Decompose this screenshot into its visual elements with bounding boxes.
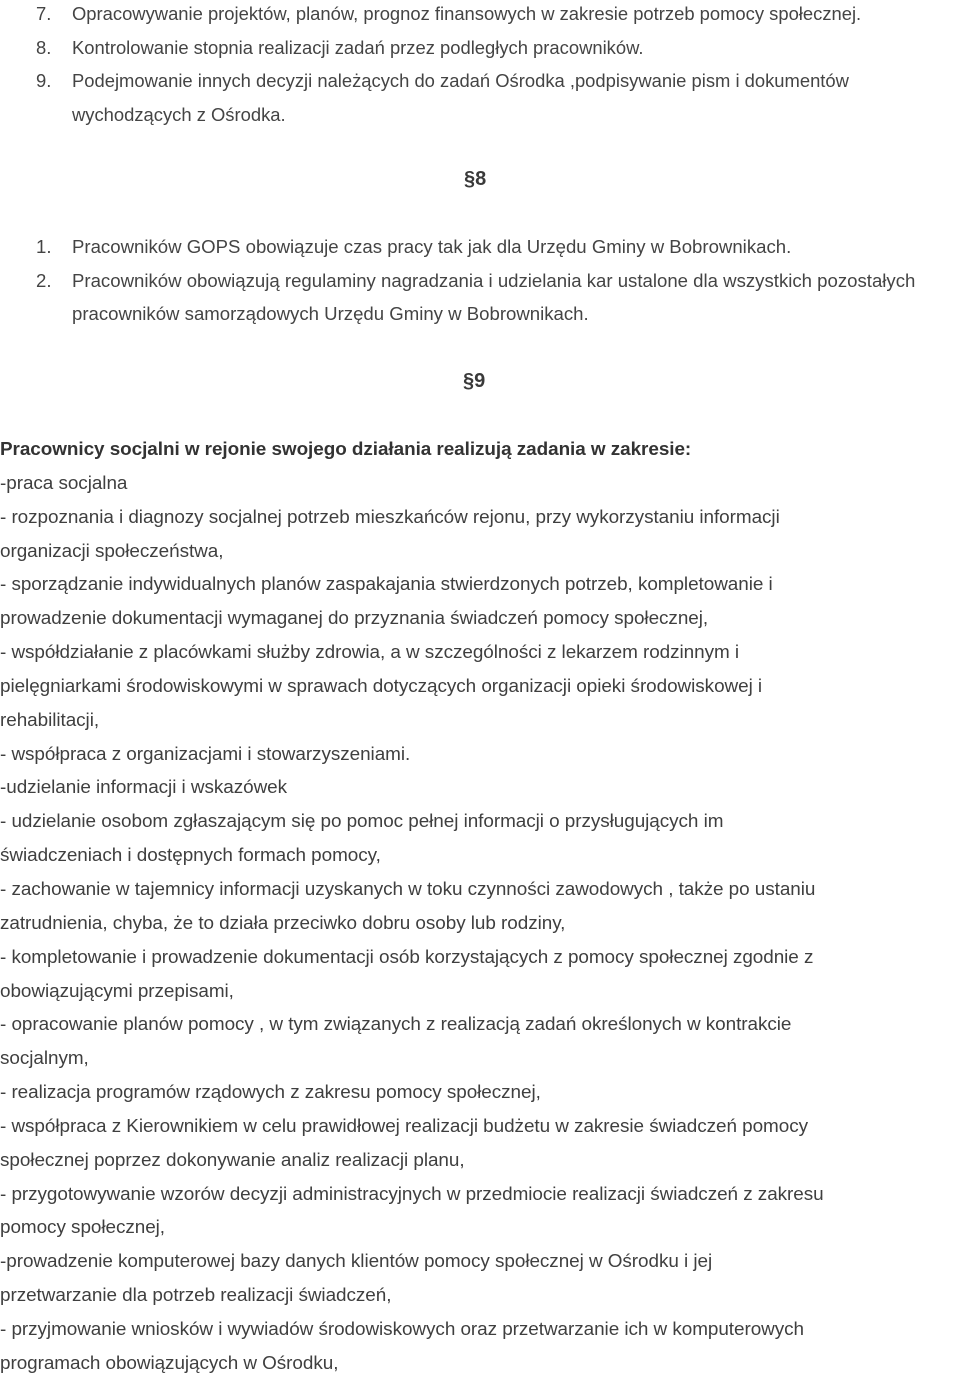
section-9-line: - przyjmowanie wniosków i wywiadów środowiskowych oraz przetwarzanie ich w komputerowych <box>0 1318 804 1340</box>
section-heading-8: §8 <box>464 168 487 190</box>
list-item-number: 2. <box>36 269 52 291</box>
list-item-number: 7. <box>36 3 52 24</box>
section-9-line: rehabilitacji, <box>0 709 100 731</box>
section-9-line: społecznej poprzez dokonywanie analiz realizacji planu, <box>0 1149 465 1171</box>
section-9-line: - współpraca z organizacjami i stowarzyszeniami. <box>0 743 411 765</box>
list-item <box>36 230 951 264</box>
section-9-line: - przygotowywanie wzorów decyzji administracyjnych w przedmiocie realizacji świadczeń z zakresu <box>0 1183 824 1205</box>
list-item-number: 1. <box>36 236 52 257</box>
section-9-line: - rozpoznania i diagnozy socjalnej potrzeb mieszkańców rejonu, przy wykorzystaniu informacji <box>0 506 780 528</box>
list-item-number: 8. <box>36 36 52 58</box>
section-9-line: obowiązującymi przepisami, <box>0 980 234 1002</box>
numbered-list-section-8 <box>36 230 951 331</box>
list-item <box>36 264 951 331</box>
numbered-list-top <box>36 0 951 131</box>
section-9-line: pomocy społecznej, <box>0 1217 166 1239</box>
section-9-line: organizacji społeczeństwa, <box>0 540 224 562</box>
section-9-line: -prowadzenie komputerowej bazy danych klientów pomocy społecznej w Ośrodku i jej <box>0 1251 713 1273</box>
section-9-line: - sporządzanie indywidualnych planów zaspakajania stwierdzonych potrzeb, kompletowanie i <box>0 574 773 596</box>
section-9-line: przetwarzanie dla potrzeb realizacji świadczeń, <box>0 1285 392 1307</box>
section-9-line: zatrudnienia, chyba, że to działa przeciwko dobru osoby lub rodziny, <box>0 912 566 934</box>
section-9-line: prowadzenie dokumentacji wymaganej do przyznania świadczeń pomocy społecznej, <box>0 608 709 630</box>
section-9-body <box>0 433 960 1381</box>
section-9-line: -udzielanie informacji i wskazówek <box>0 777 288 799</box>
section-9-line: - zachowanie w tajemnicy informacji uzyskanych w toku czynności zawodowych , także po ustaniu <box>0 878 816 900</box>
section-9-line: - kompletowanie i prowadzenie dokumentacji osób korzystających z pomocy społecznej zgodnie z <box>0 946 814 968</box>
section-9-line: - współdziałanie z placówkami służby zdrowia, a w szczególności z lekarzem rodzinnym i <box>0 642 740 664</box>
list-item-text: Podejmowanie innych decyzji należących do zadań Ośrodka ,podpisywanie pism i dokumentów wychodzących z Ośrodka. <box>72 70 849 125</box>
section-9-line: socjalnym, <box>0 1048 89 1070</box>
list-item-text: Pracowników GOPS obowiązuje czas pracy tak jak dla Urzędu Gminy w Bobrownikach. <box>72 236 792 257</box>
list-item-text: Opracowywanie projektów, planów, prognoz finansowych w zakresie potrzeb pomocy społecznej. <box>72 3 862 24</box>
list-item <box>36 31 951 65</box>
section-9-line: pielęgniarkami środowiskowymi w sprawach dotyczących organizacji opieki środowiskowej i <box>0 675 763 697</box>
section-9-line: świadczeniach i dostępnych formach pomocy, <box>0 845 381 867</box>
list-item-text: Kontrolowanie stopnia realizacji zadań przez podległych pracowników. <box>72 36 644 58</box>
list-item <box>36 0 951 31</box>
section-9-line: - udzielanie osobom zgłaszającym się po pomoc pełnej informacji o przysługujących im <box>0 811 724 833</box>
section-9-line: -praca socjalna <box>0 472 128 494</box>
section-9-line: - współpraca z Kierownikiem w celu prawidłowej realizacji budżetu w zakresie świadczeń pomocy <box>0 1115 808 1137</box>
list-item <box>36 64 951 131</box>
list-item-number: 9. <box>36 70 52 91</box>
list-item-text: Pracowników obowiązują regulaminy nagradzania i udzielania kar ustalone dla wszystkich pozostałych pracowników samorządowych Urzędu Gminy w Bobrownikach. <box>72 269 916 324</box>
section-heading-9: §9 <box>463 370 486 392</box>
section-9-lines <box>0 467 960 1381</box>
section-9-lead: Pracownicy socjalni w rejonie swojego działania realizują zadania w zakresie: <box>0 439 692 460</box>
section-9-line: - opracowanie planów pomocy , w tym związanych z realizacją zadań określonych w kontrakcie <box>0 1014 792 1036</box>
section-9-line: - realizacja programów rządowych z zakresu pomocy społecznej, <box>0 1082 541 1104</box>
section-9-line: programach obowiązujących w Ośrodku, <box>0 1352 339 1374</box>
